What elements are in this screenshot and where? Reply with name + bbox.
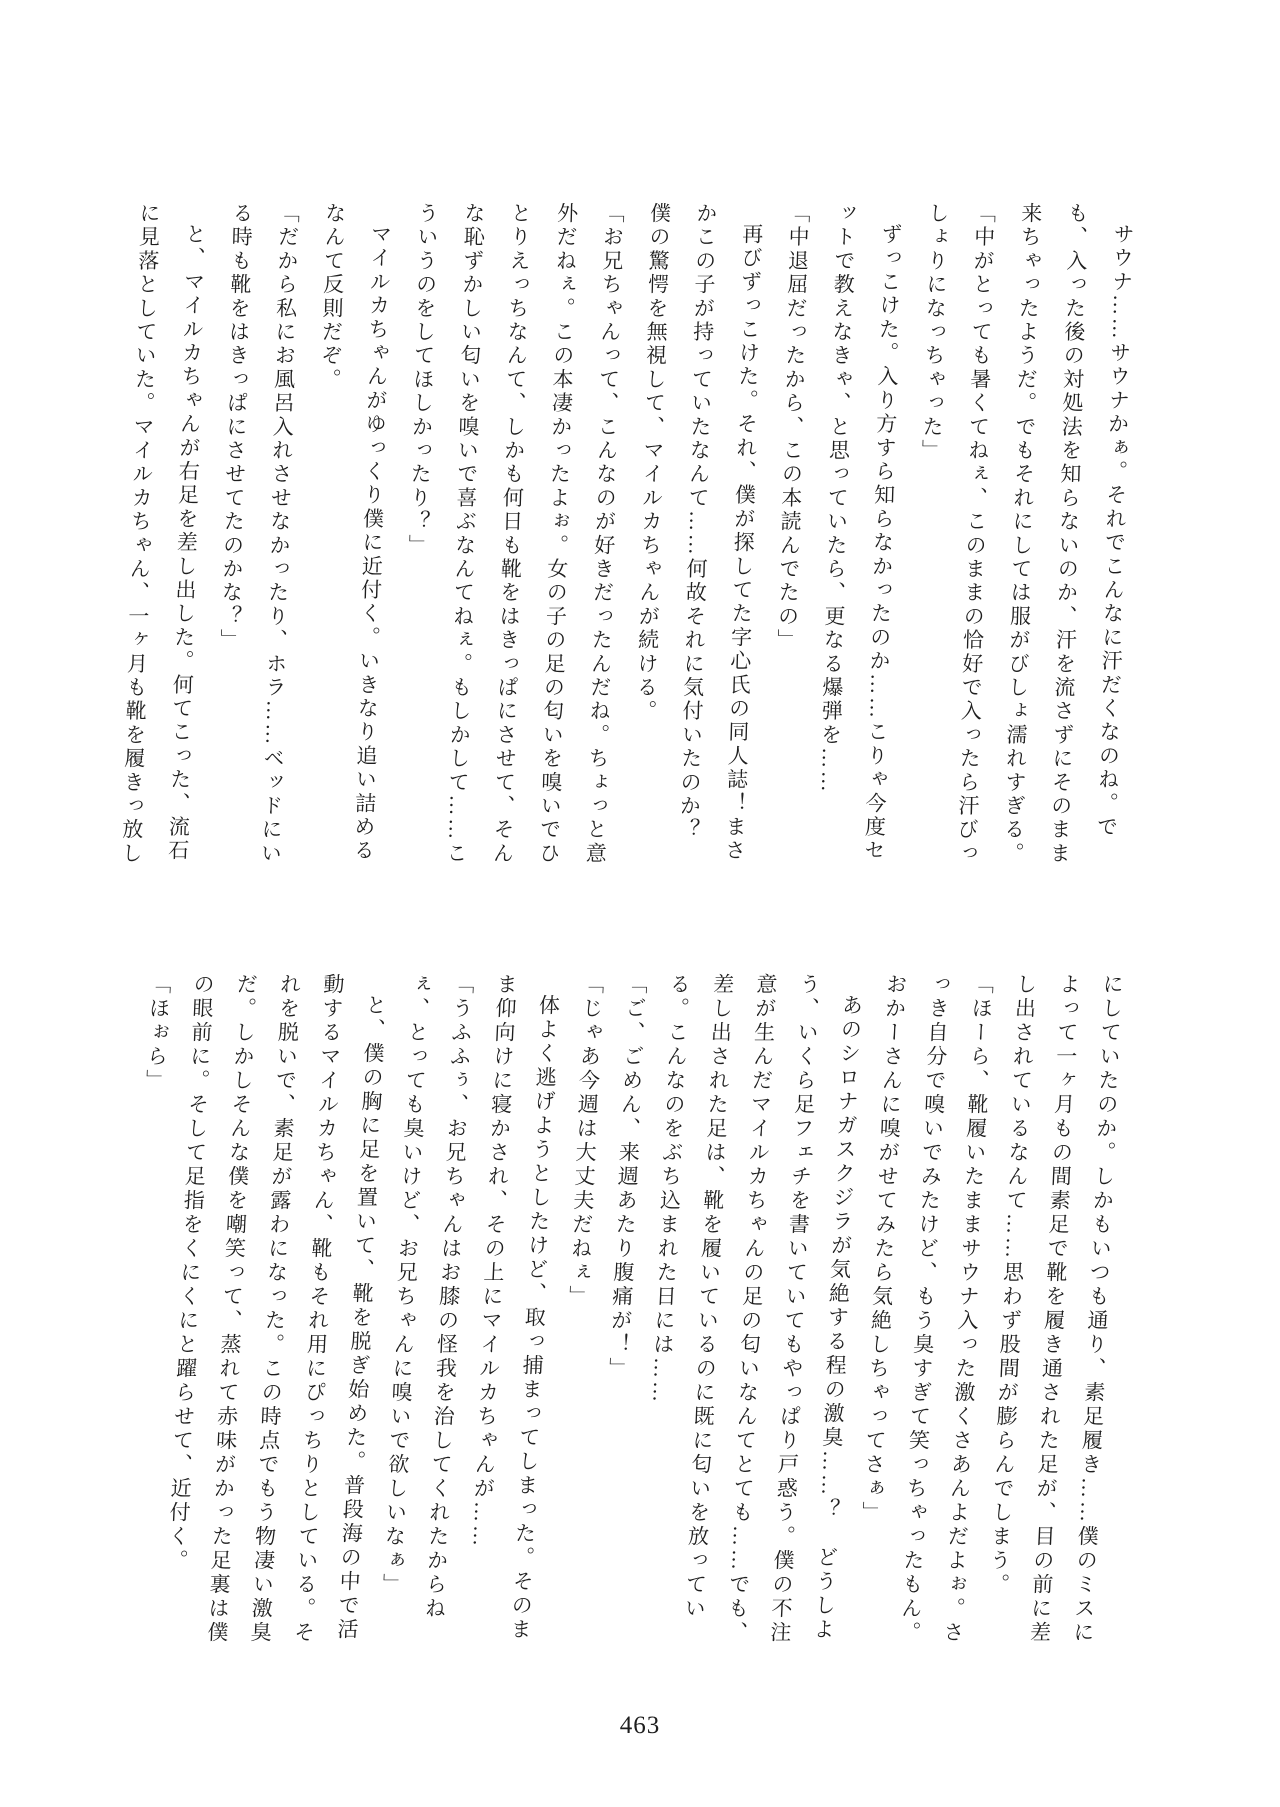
text-column-paragraph: 再びずっこけた。それ、僕が探してた字心氏の同人誌！まさかこの子が持っていたなんて……何故それに気付いたのか？ 僕の驚愕を無視して、マイルカちゃんが続ける。 [633, 202, 765, 866]
text-column-paragraph: 「うふふぅ、お兄ちゃんはお膝の怪我を治してくれたからねぇ、とっても臭いけど、お兄ちゃんに嗅いで欲しいなぁ」 [379, 973, 476, 1621]
text-column-paragraph: 「中退屈だったから、この本読んでたの」 [774, 202, 812, 653]
text-column-paragraph: 「じゃあ今週は大丈夫だねぇ」 [566, 973, 606, 1309]
text-column-paragraph: 「ほーら、靴履いたままサウナ入った激くさあんよだよぉ。さっき自分で嗅いでみたけど、もう臭すぎて笑っちゃったもん。おかーさんに嗅がせてみたら気絶しちゃってさぁ」 [859, 973, 996, 1645]
text-column-paragraph: 「ほぉら」 [143, 973, 173, 1093]
bottom-text-block [107, 973, 1134, 1649]
text-column-paragraph: と、僕の胸に足を置いて、靴を脱ぎ始めた。普段海の中で活動するマイルカちゃん、靴もそれ用にぴっちりとしている。それを脱いで、素足が露わになった。この時点でもう物凄い激臭だ。しかしそんな僕を嘲笑って、蒸れて赤味がかった足裏は僕の眼前に。そして足指をくにくにと躍らせて、近付く。 [164, 973, 388, 1645]
text-column-paragraph: あのシロナガスクジラが気絶する程の激臭……？ どうしよう、いくら足フェチを書いていてもやっぱり戸惑う。僕の不注意が生んだマイルカちゃんの足の匂いなんてとても……でも、差し出された足は、靴を履いているのに既に匂いを放っている。こんなのをぶち込まれた日には…… [648, 973, 865, 1645]
text-column-paragraph: 体よく逃げようとしたけど、取っ捕まってしまった。そのまま仰向けに寝かされ、その上にマイルカちゃんが…… [468, 973, 562, 1642]
text-column-paragraph: 「中がとっても暑くてねぇ、このままの恰好で入ったら汗びっしょりになっちゃった」 [919, 202, 997, 866]
text-column-paragraph: 「お兄ちゃんって、こんなのが好きだったんだね。ちょっと意外だねぇ。この本凄かったよぉ。女の子の足の匂いを嗅いでひとりえっちなんて、しかも何日も靴をはきっぱにさせて、そんな恥ずかしい匂いを嗅いで喜ぶなんてねぇ。もしかして……こういうのをしてほしかったり？」 [405, 202, 626, 866]
text-column-paragraph: 「だから私にお風呂入れさせなかったり、ホラ……ベッドにいる時も靴をはきっぱにさせてたのかな？」 [217, 202, 301, 866]
text-column-paragraph: にしていたのか。しかもいつも通り、素足履き……僕のミスによって一ヶ月もの間素足で靴を履き通された足が、目の前に差し出されているなんて……思わず股間が膨らんでしまう。 [986, 973, 1125, 1645]
top-text-block [107, 202, 1147, 874]
page-footer [0, 1712, 1280, 1740]
text-column-paragraph: 「ご、ごめん、来週あたり腹痛が！」 [606, 973, 649, 1381]
text-column-paragraph: ずっこけた。入り方すら知らなかったのか……こりゃ今度セットで教えなきゃ、と思っていたら、更なる爆弾を…… [817, 202, 904, 863]
text-column-paragraph: と、マイルカちゃんが右足を差し出した。何てこった、流石に見落としていた。マイルカちゃん、一ヶ月も靴を履きっ放し [118, 202, 208, 866]
page-number: 463 [619, 1712, 661, 1739]
text-column-paragraph: サウナ……サウナかぁ。それでこんなに汗だくなのね。でも、入った後の対処法を知らないのか、汗を流さずにそのまま来ちゃったようだ。でもそれにしては服がびしょ濡れすぎる。 [1000, 202, 1136, 866]
text-column-paragraph: マイルカちゃんがゆっくり僕に近付く。いきなり追い詰めるなんて反則だぞ。 [317, 202, 393, 863]
